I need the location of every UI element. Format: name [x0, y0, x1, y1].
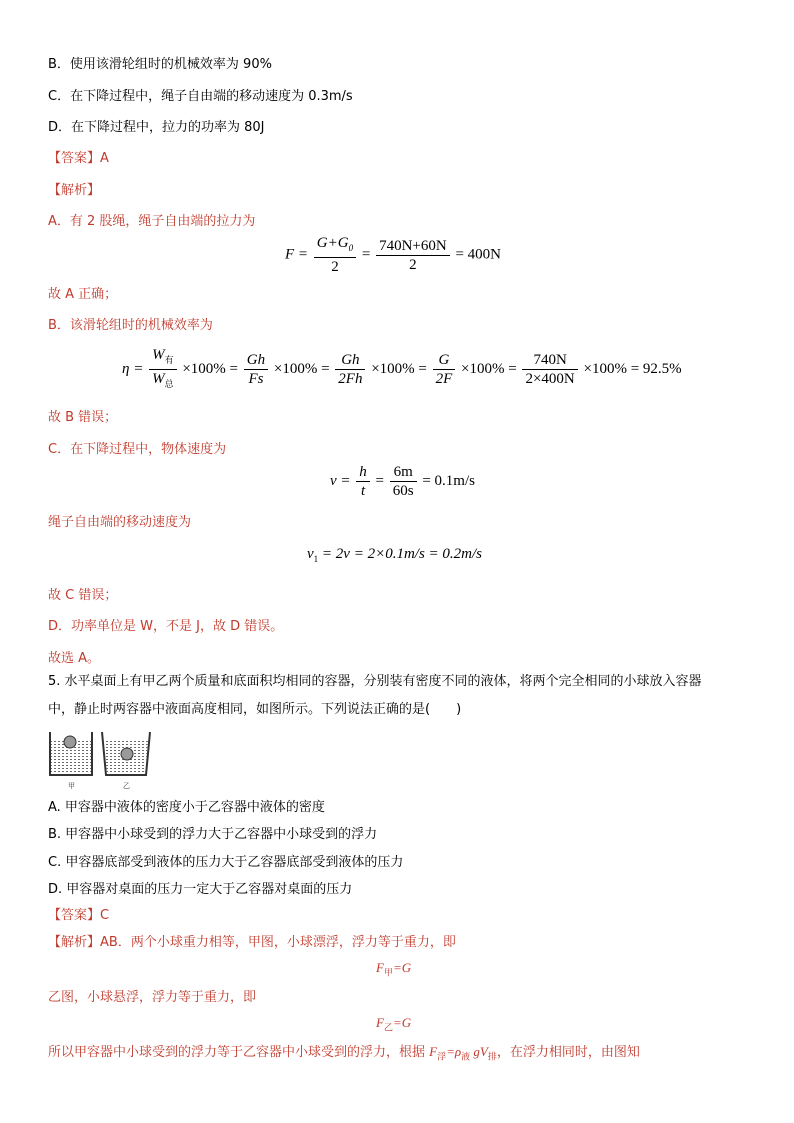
analysis2-line — [48, 934, 456, 952]
eq2-t5: ×100% = 92.5% — [583, 360, 682, 377]
eq2-frac4 — [433, 351, 456, 388]
analysis-label: 【解析】 — [48, 183, 101, 198]
eq3-result: = 0.1m/s — [422, 472, 475, 489]
analysis-b-result: 故 B 错误； — [48, 410, 118, 425]
equation-force: F = $\frac{G+G_0}{2}$ = $\frac{740N+60N}{2}$ = 400N — [285, 235, 501, 275]
eq1-result: = 400N — [455, 246, 501, 263]
eq6-sub: 乙 — [383, 1022, 393, 1033]
eq3-lhs: v = — [330, 472, 351, 489]
eq1-num2: 740N+60N — [376, 237, 450, 256]
formula-rho-sub: 液 — [461, 1051, 471, 1062]
eq2-frac2 — [244, 351, 268, 388]
eq2-t3: ×100% = — [371, 360, 427, 377]
equation-f-yi — [376, 1015, 411, 1034]
question5-line1: 5. 水平桌面上有甲乙两个质量和底面积均相同的容器，分别装有密度不同的液体，将两个完全相同的小球放入容器 — [48, 674, 702, 689]
eq5-f: F — [376, 960, 384, 975]
eq4-sub: 1 — [313, 554, 319, 564]
containers-figure — [46, 728, 156, 792]
option-c: C．在下降过程中，绳子自由端的移动速度为 0.3m/s — [48, 89, 353, 104]
yi-line: 乙图，小球悬浮，浮力等于重力，即 — [48, 990, 257, 1005]
eq2-n2: Gh — [244, 351, 268, 370]
question5-line2: 中，静止时两容器中液面高度相同，如图所示。下列说法正确的是( ) — [48, 702, 462, 717]
answer-label: 【答案】A — [48, 151, 109, 166]
eq5-sub: 甲 — [383, 967, 393, 978]
eq3-n1: h — [356, 463, 370, 482]
formula-f-sub: 浮 — [437, 1051, 447, 1062]
eq3-frac1 — [356, 463, 370, 500]
eq1-den1: 2 — [331, 259, 339, 275]
container-jia — [50, 732, 92, 775]
eq2-n3: Gh — [335, 351, 365, 370]
eq2-d2: Fs — [248, 371, 264, 387]
analysis-a-result: 故 A 正确； — [48, 287, 118, 302]
container-yi — [102, 732, 150, 775]
eq2-lhs: η = — [122, 360, 144, 377]
eq2-d3: 2Fh — [338, 371, 363, 387]
analysis-c-result: 故 C 错误； — [48, 588, 118, 603]
eq1-den2: 2 — [409, 256, 417, 273]
eq5-rest: =G — [392, 960, 412, 975]
eq1-num1: G+G — [316, 235, 349, 251]
eq2-t4: ×100% = — [461, 360, 517, 377]
eq3-d1: t — [360, 483, 366, 499]
eq2-frac1 — [149, 346, 177, 393]
eq2-n5: 740N — [522, 351, 577, 370]
question5-option-d: D. 甲容器对桌面的压力一定大于乙容器对桌面的压力 — [48, 882, 353, 897]
ball-yi — [121, 748, 133, 760]
question5-option-b: B. 甲容器中小球受到的浮力大于乙容器中小球受到的浮力 — [48, 827, 378, 842]
equation-velocity — [330, 463, 475, 500]
eq3-frac2 — [390, 463, 417, 500]
last-line-end: ，在浮力相同时，由图知 — [496, 1045, 640, 1060]
eq4-v: v — [307, 546, 314, 562]
eq2-n1-sub: 有 — [164, 355, 174, 365]
analysis-d-line: D．功率单位是 W，不是 J，故 D 错误。 — [48, 619, 284, 634]
eq2-t1: ×100% = — [182, 360, 239, 377]
label-jia: 甲 — [68, 782, 75, 790]
eq1-frac2 — [376, 237, 450, 274]
eq2-t2: ×100% = — [273, 360, 330, 377]
eq1-lhs: F = — [285, 246, 309, 263]
equation-rope-speed — [307, 546, 482, 564]
analysis2-text: AB．两个小球重力相等，甲图，小球漂浮，浮力等于重力，即 — [100, 935, 456, 950]
equation-efficiency — [122, 346, 682, 393]
eq2-d1: W — [152, 371, 165, 387]
formula-rho: =ρ — [446, 1044, 462, 1059]
eq3-eq: = — [375, 472, 384, 489]
ball-jia — [64, 736, 76, 748]
last-line — [48, 1043, 640, 1066]
analysis-a-line: A．有 2 股绳，绳子自由端的拉力为 — [48, 214, 256, 229]
eq2-d1-sub: 总 — [164, 379, 174, 389]
analysis-c-line: C．在下降过程中，物体速度为 — [48, 442, 227, 457]
option-b: B．使用该滑轮组时的机械效率为 90% — [48, 57, 272, 72]
buoyancy-formula — [429, 1044, 497, 1062]
eq4-rest: = 2v = 2×0.1m/s = 0.2m/s — [318, 546, 482, 562]
eq3-d2: 60s — [392, 483, 414, 499]
formula-f: F — [429, 1044, 438, 1059]
eq2-n4: G — [433, 351, 456, 370]
eq2-d4: 2F — [435, 371, 453, 387]
last-line-start: 所以甲容器中小球受到的浮力等于乙容器中小球受到的浮力，根据 — [48, 1045, 430, 1060]
eq1-frac1 — [314, 234, 356, 276]
choose-answer: 故选 A。 — [48, 651, 101, 666]
formula-gv: gV — [470, 1044, 488, 1059]
analysis-c-rope: 绳子自由端的移动速度为 — [48, 515, 192, 530]
analysis2-label: 【解析】 — [48, 935, 101, 950]
eq2-d5: 2×400N — [525, 371, 575, 387]
question5-option-a: A. 甲容器中液体的密度小于乙容器中液体的密度 — [48, 800, 325, 815]
formula-v-sub: 排 — [487, 1051, 497, 1062]
eq2-frac3 — [335, 351, 365, 388]
equation-f-jia — [376, 960, 411, 979]
eq6-rest: =G — [392, 1015, 412, 1030]
answer2-label: 【答案】C — [48, 908, 110, 923]
eq2-n1: W — [152, 347, 165, 363]
eq1-num1-sub: 0 — [348, 243, 354, 253]
analysis-b-line: B．该滑轮组时的机械效率为 — [48, 318, 213, 333]
label-yi: 乙 — [123, 782, 130, 790]
option-d: D．在下降过程中，拉力的功率为 80J — [48, 120, 265, 135]
question5-option-c: C. 甲容器底部受到液体的压力大于乙容器底部受到液体的压力 — [48, 855, 404, 870]
eq6-f: F — [376, 1015, 384, 1030]
eq2-frac5 — [522, 351, 577, 388]
eq3-n2: 6m — [390, 463, 417, 482]
